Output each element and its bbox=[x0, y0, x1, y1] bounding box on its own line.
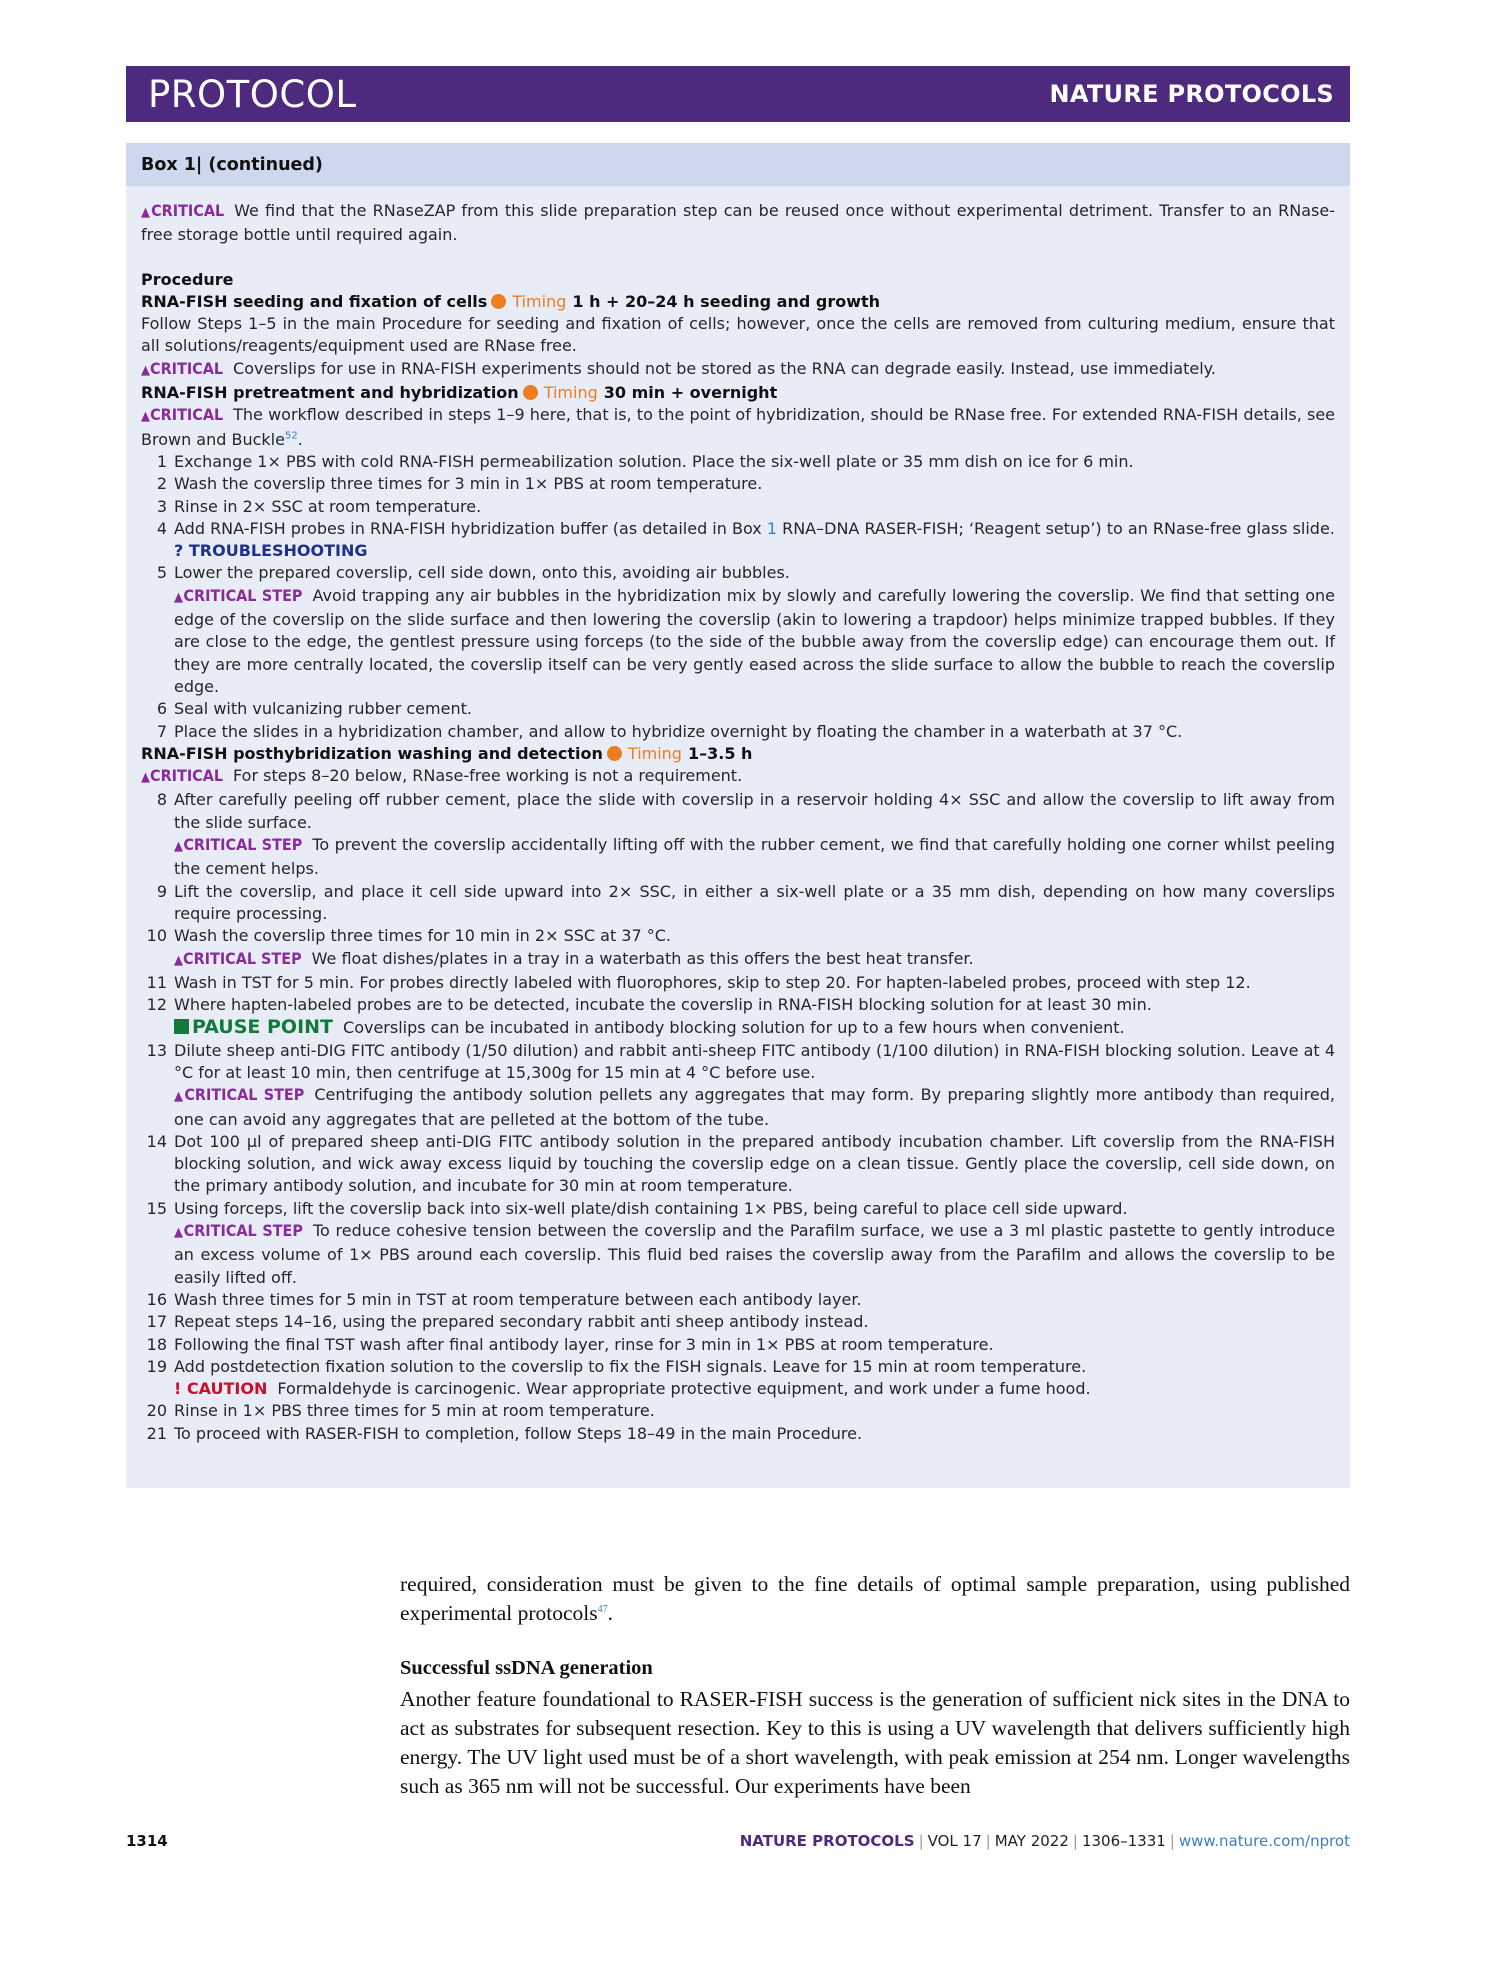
step-19-caution: ! CAUTION Formaldehyde is carcinogenic. Wear appropriate protective equipment, and work under a fume hood. bbox=[174, 1379, 1091, 1399]
citation: NATURE PROTOCOLS | VOL 17 | MAY 2022 | 1306–1331 | www.nature.com/nprot bbox=[739, 1832, 1350, 1850]
page-footer bbox=[126, 1832, 1350, 1850]
section1-text: Follow Steps 1–5 in the main Procedure for seeding and fixation of cells; however, once the cells are removed from culturing medium, ensure that all solutions/reagents/equipment used are RNase free. bbox=[141, 314, 1335, 356]
section2-heading: RNA-FISH pretreatment and hybridization Timing 30 min + overnight bbox=[141, 383, 778, 403]
section-heading: Successful ssDNA generation bbox=[400, 1657, 653, 1679]
timing-icon bbox=[607, 746, 622, 761]
step-3: 3 Rinse in 2× SSC at room temperature. bbox=[156, 496, 482, 516]
step-20: 20 Rinse in 1× PBS three times for 5 min at room temperature. bbox=[146, 1401, 655, 1421]
step-5-critical: ▲CRITICAL STEP Avoid trapping any air bubbles in the hybridization mix by slowly and carefully lowering the coverslip. We find that setting one edge of the coverslip on the slide surface and then lowering the coverslip (akin to lowering a trapdoor) helps minimize trapped bubbles. If they are close to the edge, the gentlest pressure using forceps (to the side of the bubble away from the coverslip edge) can encourage them out. If they are more centrally located, the coverslip itself can be very gently eased across the slide surface to allow the bubble to reach the coverslip edge. bbox=[174, 585, 1336, 696]
step-2: 2 Wash the coverslip three times for 3 min in 1× PBS at room temperature. bbox=[156, 474, 763, 494]
box-title: Box 1| (continued) bbox=[126, 143, 1350, 186]
main-paragraph-2: Another feature foundational to RASER-FISH success is the generation of sufficient nick sites in the DNA to act as substrates for subsequent resection. Key to this is using a UV wavelength that delivers sufficiently high energy. The UV light used must be of a short wavelength, with peak emission at 254 nm. Longer wavelengths such as 365 nm will not be successful. Our experiments have been bbox=[400, 1687, 1350, 1798]
timing-icon bbox=[491, 294, 506, 309]
box-1 bbox=[126, 143, 1350, 1488]
section2-critical: ▲CRITICAL The workflow described in steps 1–9 here, that is, to the point of hybridization, should be RNase free. For extended RNA-FISH details, see Brown and Buckle$^{52}$. bbox=[141, 405, 1336, 449]
step-8-critical: ▲CRITICAL STEP To prevent the coverslip accidentally lifting off with the rubber cement, we find that carefully holding one corner whilst peeling the cement helps. bbox=[174, 835, 1336, 879]
journal-name: NATURE PROTOCOLS bbox=[1049, 80, 1334, 108]
timing-icon bbox=[523, 385, 538, 400]
intro-critical: ▲CRITICAL We find that the RNaseZAP from this slide preparation step can be reused once without experimental detriment. Transfer to an RNase-free storage bottle until required again. bbox=[141, 201, 1335, 245]
step-17: 17 Repeat steps 14–16, using the prepared secondary rabbit anti sheep antibody instead. bbox=[146, 1312, 869, 1332]
step-10-critical: ▲CRITICAL STEP We float dishes/plates in a tray in a waterbath as this offers the best heat transfer. bbox=[174, 948, 974, 968]
step-6: 6 Seal with vulcanizing rubber cement. bbox=[156, 699, 472, 719]
step-18: 18 Following the final TST wash after final antibody layer, rinse for 3 min in 1× PBS at room temperature. bbox=[146, 1334, 994, 1354]
step-13-critical: ▲CRITICAL STEP Centrifuging the antibody solution pellets any aggregates that may form. By preparing slightly more antibody than required, one can avoid any aggregates that are pelleted at the bottom of the tube. bbox=[174, 1085, 1336, 1129]
step-13: 13 Dilute sheep anti-DIG FITC antibody (1/50 dilution) and rabbit anti-sheep FITC antibody (1/100 dilution) in RNA-FISH blocking solution. Leave at 4 °C for at least 10 min, then centrifuge at 15,300g for 15 min at 4 °C before use. bbox=[146, 1040, 1335, 1082]
pause-icon bbox=[174, 1019, 189, 1034]
step-9: 9 Lift the coverslip, and place it cell side upward into 2× SSC, in either a six-well plate or a 35 mm dish, depending on how many coverslips require processing. bbox=[156, 881, 1335, 923]
section3-critical: ▲CRITICAL For steps 8–20 below, RNase-free working is not a requirement. bbox=[141, 766, 743, 786]
step-4: 4 Add RNA-FISH probes in RNA-FISH hybridization buffer (as detailed in Box 1 RNA–DNA RASER-FISH; ‘Reagent setup’) to an RNase-free glass slide. bbox=[156, 518, 1335, 538]
journal-link[interactable]: www.nature.com/nprot bbox=[1178, 1832, 1350, 1850]
step-12-pause: PAUSE POINT Coverslips can be incubated in antibody blocking solution for up to a few hours when convenient. bbox=[141, 1016, 1335, 1039]
step-12: 12 Where hapten-labeled probes are to be detected, incubate the coverslip in RNA-FISH blocking solution for at least 30 min. bbox=[146, 995, 1152, 1015]
step-7: 7 Place the slides in a hybridization chamber, and allow to hybridize overnight by floating the chamber in a waterbath at 37 °C. bbox=[156, 721, 1183, 741]
section3-heading: RNA-FISH posthybridization washing and detection Timing 1–3.5 h bbox=[141, 743, 753, 763]
step-5: 5 Lower the prepared coverslip, cell side down, onto this, avoiding air bubbles. bbox=[156, 563, 790, 583]
troubleshooting-link[interactable]: ? TROUBLESHOOTING bbox=[174, 541, 368, 561]
main-text bbox=[400, 1570, 1350, 1801]
step-8: 8 After carefully peeling off rubber cement, place the slide with coverslip in a reservoir holding 4× SSC and allow the coverslip to lift away from the slide surface. bbox=[156, 790, 1335, 832]
step-15: 15 Using forceps, lift the coverslip back into six-well plate/dish containing 1× PBS, being careful to place cell side upward. bbox=[146, 1198, 1128, 1218]
step-16: 16 Wash three times for 5 min in TST at room temperature between each antibody layer. bbox=[146, 1289, 862, 1309]
step-1: 1 Exchange 1× PBS with cold RNA-FISH permeabilization solution. Place the six-well plate or 35 mm dish on ice for 6 min. bbox=[156, 451, 1134, 471]
step-15-critical: ▲CRITICAL STEP To reduce cohesive tension between the coverslip and the Parafilm surface, we use a 3 ml plastic pastette to gently introduce an excess volume of 1× PBS around each coverslip. This fluid bed raises the coverslip away from the Parafilm and allows the coverslip to be easily lifted off. bbox=[174, 1221, 1336, 1287]
section1-heading: RNA-FISH seeding and fixation of cells Timing 1 h + 20–24 h seeding and growth bbox=[141, 291, 881, 311]
step-21: 21 To proceed with RASER-FISH to completion, follow Steps 18–49 in the main Procedure. bbox=[146, 1423, 863, 1443]
step-19: 19 Add postdetection fixation solution to the coverslip to fix the FISH signals. Leave for 15 min at room temperature. bbox=[146, 1356, 1087, 1376]
step-10: 10 Wash the coverslip three times for 10 min in 2× SSC at 37 °C. bbox=[146, 926, 672, 946]
page-header bbox=[126, 66, 1350, 122]
procedure-heading: Procedure bbox=[141, 269, 234, 289]
section-label: PROTOCOL bbox=[148, 72, 357, 116]
page-number: 1314 bbox=[126, 1832, 168, 1850]
step-11: 11 Wash in TST for 5 min. For probes directly labeled with fluorophores, skip to step 20. For hapten-labeled probes, proceed with step 12. bbox=[146, 972, 1251, 992]
box-body bbox=[126, 186, 1350, 1445]
main-paragraph-1: required, consideration must be given to the fine details of optimal sample preparation, using published experimental protocols$^{47}$. bbox=[400, 1572, 1350, 1625]
step-14: 14 Dot 100 µl of prepared sheep anti-DIG FITC antibody solution in the prepared antibody incubation chamber. Lift coverslip from the RNA-FISH blocking solution, and wick away excess liquid by touching the coverslip edge on a clean tissue. Gently place the coverslip, cell side down, on the primary antibody solution, and incubate for 30 min at room temperature. bbox=[146, 1131, 1335, 1196]
section1-critical: ▲CRITICAL Coverslips for use in RNA-FISH experiments should not be stored as the RNA can degrade easily. Instead, use immediately. bbox=[141, 358, 1216, 378]
